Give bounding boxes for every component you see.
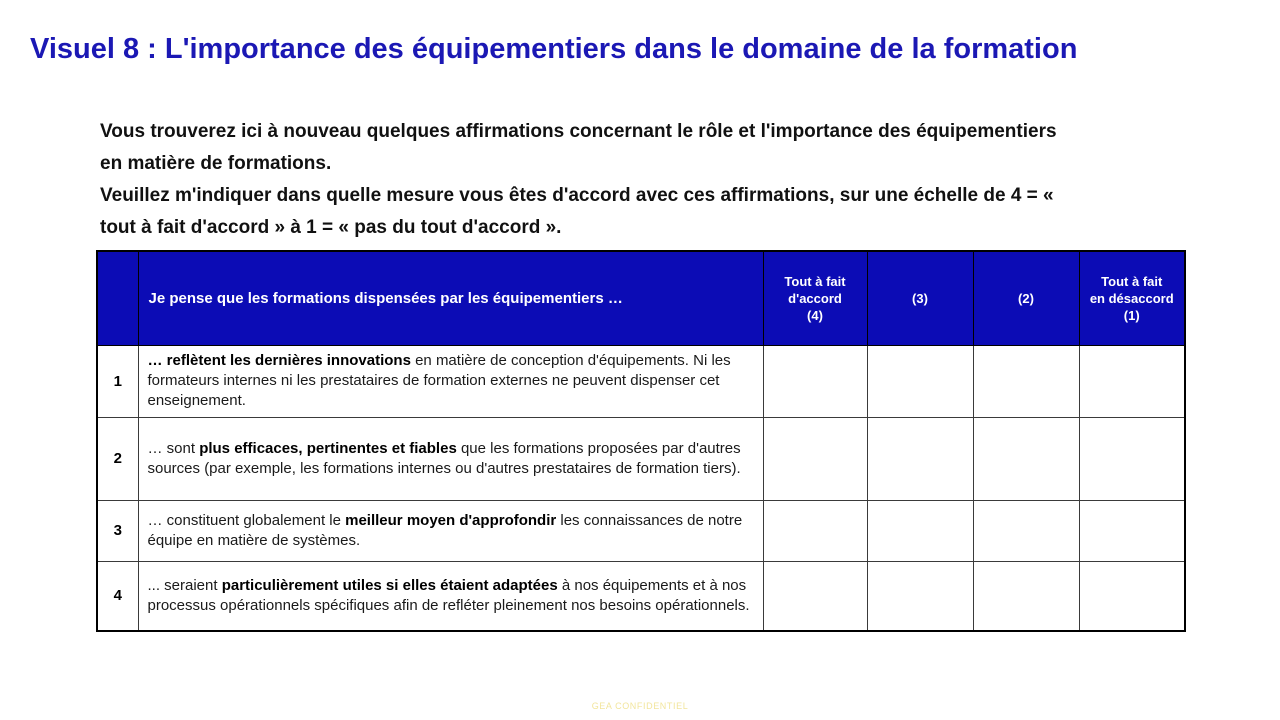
page-title: Visuel 8 : L'importance des équipementiers dans le domaine de la formation — [30, 33, 1078, 65]
answer-cell — [867, 561, 973, 631]
row-number: 3 — [97, 500, 138, 561]
statement-cell: … sont plus efficaces, pertinentes et fiables que les formations proposées par d'autres sources (par exemple, les formations internes ou d'autres prestataires de formation tiers). — [138, 417, 763, 500]
header-option-2: (2) — [973, 251, 1079, 345]
survey-table-body — [97, 345, 1185, 631]
answer-cell — [1079, 345, 1185, 417]
table-row — [97, 417, 1185, 500]
answer-cell — [973, 417, 1079, 500]
answer-cell — [763, 417, 867, 500]
statement-cell: … constituent globalement le meilleur moyen d'approfondir les connaissances de notre équipe en matière de systèmes. — [138, 500, 763, 561]
intro-text — [100, 116, 1060, 244]
row-number: 2 — [97, 417, 138, 500]
header-statement: Je pense que les formations dispensées par les équipementiers … — [138, 251, 763, 345]
answer-cell — [1079, 417, 1185, 500]
answer-cell — [1079, 500, 1185, 561]
header-option-3: (3) — [867, 251, 973, 345]
statement-cell: … reflètent les dernières innovations en matière de conception d'équipements. Ni les formateurs internes ni les prestataires de formation externes ne peuvent dispenser cet enseignement. — [138, 345, 763, 417]
statement-cell: ... seraient particulièrement utiles si elles étaient adaptées à nos équipements et à nos processus opérationnels spécifiques afin de refléter pleinement nos besoins opérationnels. — [138, 561, 763, 631]
answer-cell — [763, 345, 867, 417]
footer-confidential: GEA CONFIDENTIEL — [591, 701, 689, 711]
row-number: 1 — [97, 345, 138, 417]
answer-cell — [973, 500, 1079, 561]
intro-paragraph-2: Veuillez m'indiquer dans quelle mesure vous êtes d'accord avec ces affirmations, sur une échelle de 4 = « tout à fait d'accord » à 1 = « pas du tout d'accord ». — [100, 185, 1054, 238]
survey-table — [96, 250, 1186, 632]
intro-paragraph-1: Vous trouverez ici à nouveau quelques affirmations concernant le rôle et l'importance des équipementiers en matière de formations. — [100, 121, 1057, 174]
answer-cell — [867, 500, 973, 561]
answer-cell — [763, 500, 867, 561]
table-row — [97, 561, 1185, 631]
answer-cell — [973, 345, 1079, 417]
table-row — [97, 345, 1185, 417]
header-empty-cell — [97, 251, 138, 345]
table-header-row — [97, 251, 1185, 345]
row-number: 4 — [97, 561, 138, 631]
header-option-disagree-1: Tout à fait en désaccord (1) — [1079, 251, 1185, 345]
answer-cell — [867, 345, 973, 417]
answer-cell — [973, 561, 1079, 631]
table-row — [97, 500, 1185, 561]
answer-cell — [763, 561, 867, 631]
answer-cell — [1079, 561, 1185, 631]
header-option-agree-4: Tout à fait d'accord (4) — [763, 251, 867, 345]
answer-cell — [867, 417, 973, 500]
